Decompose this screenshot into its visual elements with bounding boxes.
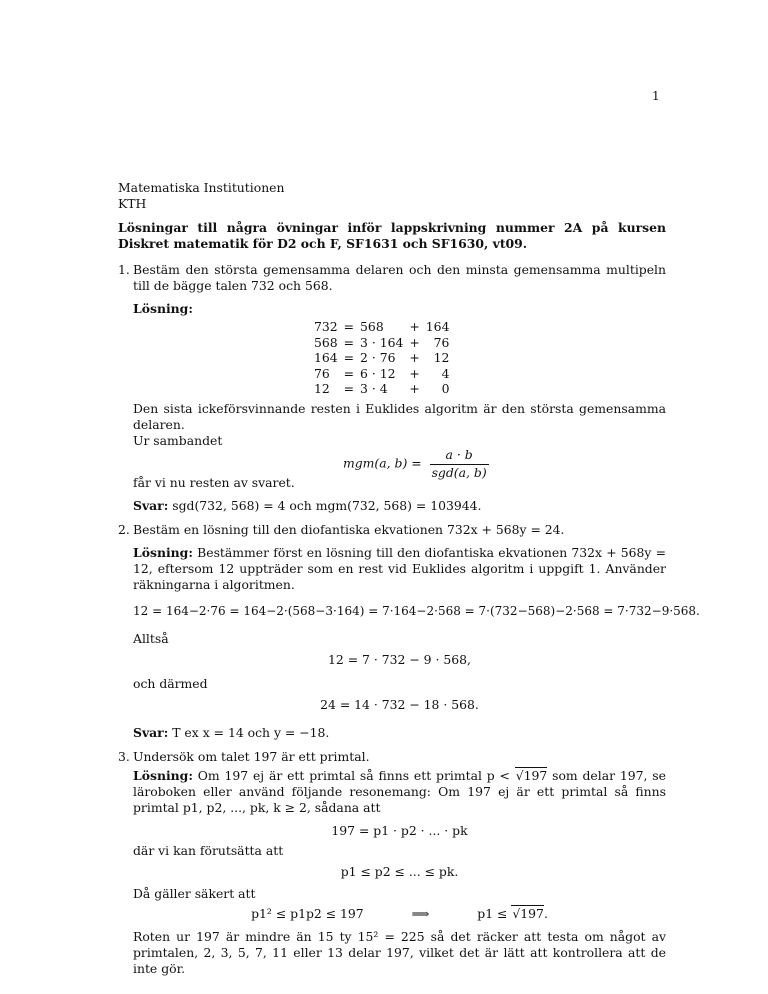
problem-number: 1. bbox=[118, 262, 130, 277]
euclid-cell: = bbox=[343, 319, 355, 335]
conclusion-text: Roten ur 197 är mindre än 15 ty 15² = 225 så det räcker att testa om något av primtalen, 2, 3, 5, 7, 11 eller 13 delar 197, vilket det är lätt att kontrollera att de inte gör. bbox=[133, 928, 666, 977]
connector-text: och därmed bbox=[133, 676, 208, 692]
problem-3 bbox=[118, 749, 666, 978]
connector-text: Alltså bbox=[133, 631, 169, 647]
document-title: Lösningar till några övningar inför lappskrivning nummer 2A på kursen Diskret matematik för D2 och F, SF1631 och SF1630, vt09. bbox=[118, 220, 666, 252]
euclid-cell: 732 bbox=[314, 319, 338, 335]
sqrt-value: 197 bbox=[523, 767, 548, 783]
answer-text: T ex x = 14 och y = −18. bbox=[172, 724, 330, 740]
solution-text: Den sista ickeförsvinnande resten i Euklides algoritm är den största gemensamma delaren. bbox=[133, 400, 666, 432]
equation: p1 ≤ p2 ≤ ... ≤ pk. bbox=[340, 863, 459, 879]
sqrt-expression: √197 bbox=[515, 767, 548, 783]
euclid-cell: 12 bbox=[433, 350, 450, 366]
inequality-right: p1 ≤ bbox=[477, 906, 508, 922]
euclid-cell: 4 bbox=[441, 365, 450, 381]
problem-number: 2. bbox=[118, 522, 130, 538]
fraction-denominator: sgd(a, b) bbox=[431, 464, 487, 480]
euclid-row bbox=[311, 335, 452, 351]
problem-question: Bestäm en lösning till den diofantiska ekvationen 732x + 568y = 24. bbox=[133, 522, 565, 538]
answer-label: Svar: bbox=[133, 724, 169, 740]
equation: 24 = 14 · 732 − 18 · 568. bbox=[320, 696, 479, 712]
euclid-cell: 12 bbox=[314, 381, 330, 397]
solution-label: Lösning: bbox=[133, 300, 193, 316]
euclid-cell: 3 · 164 bbox=[360, 334, 404, 350]
solution-text: där vi kan förutsätta att bbox=[133, 843, 284, 859]
euclid-cell: 568 bbox=[314, 334, 338, 350]
euclid-cell: + bbox=[409, 381, 420, 397]
equation-chain: 12 = 164−2·76 = 164−2·(568−3·164) = 7·164−2·568 = 7·(732−568)−2·568 = 7·732−9·568. bbox=[133, 603, 700, 618]
euclid-cell: 0 bbox=[441, 381, 450, 397]
solution-label: Lösning: bbox=[133, 544, 193, 560]
answer-label: Svar: bbox=[133, 497, 169, 513]
solution-text: får vi nu resten av svaret. bbox=[133, 475, 295, 491]
problem-2 bbox=[118, 522, 700, 741]
euclid-cell: 164 bbox=[425, 319, 450, 335]
equation: 12 = 7 · 732 − 9 · 568, bbox=[328, 651, 471, 667]
euclid-cell: = bbox=[343, 365, 355, 381]
euclid-cell: 76 bbox=[314, 365, 330, 381]
euclid-cell: = bbox=[343, 381, 355, 397]
solution-text: Då gäller säkert att bbox=[133, 885, 256, 901]
equation: 197 = p1 · p2 · ... · pk bbox=[331, 822, 468, 838]
euclid-row bbox=[311, 381, 452, 397]
euclid-cell: + bbox=[409, 319, 420, 335]
inequality bbox=[133, 906, 666, 922]
period: . bbox=[543, 906, 548, 922]
problem-question: Undersök om talet 197 är ett primtal. bbox=[133, 749, 370, 765]
euclid-cell: 3 · 4 bbox=[360, 381, 388, 397]
euclid-cell: 76 bbox=[433, 334, 450, 350]
answer-text: sgd(732, 568) = 4 och mgm(732, 568) = 103944. bbox=[172, 497, 482, 513]
euclid-row bbox=[311, 366, 452, 382]
page-number: 1 bbox=[652, 89, 660, 103]
inequality-left: p1² ≤ p1p2 ≤ 197 bbox=[251, 906, 364, 922]
euclid-row bbox=[311, 319, 452, 335]
problem-question: Bestäm den största gemensamma delaren och den minsta gemensamma multipeln till de bägge talen 732 och 568. bbox=[133, 262, 666, 294]
solution-text: Bestämmer först en lösning till den diofantiska ekvationen 732x + 568y = 12, eftersom 12 uppträder som en rest vid Euklides algoritm i uppgift 1. Använder räkningarna i algoritmen. bbox=[133, 544, 666, 593]
fraction bbox=[430, 447, 489, 481]
euclid-row bbox=[311, 350, 452, 366]
sqrt-value: 197 bbox=[520, 906, 544, 922]
euclid-cell: = bbox=[343, 334, 355, 350]
euclid-cell: + bbox=[409, 365, 420, 381]
euclid-table bbox=[311, 319, 452, 397]
solution-text: som delar 197, se läroboken eller använd följande resonemang: Om 197 ej är ett primtal så finns primtal p1, p2, ..., pk, k ≥ 2, sådana att bbox=[133, 767, 666, 816]
problem-list bbox=[118, 262, 700, 986]
formula-lhs: mgm(a, b) = bbox=[343, 455, 422, 471]
euclid-cell: = bbox=[343, 350, 355, 366]
formula-block bbox=[133, 433, 666, 480]
problem-1 bbox=[118, 262, 666, 514]
header-block bbox=[118, 180, 285, 213]
euclid-cell: 6 · 12 bbox=[360, 365, 396, 381]
solution-text: Om 197 ej är ett primtal så finns ett primtal p < bbox=[197, 767, 510, 783]
euclid-cell: 2 · 76 bbox=[360, 350, 396, 366]
lcm-formula bbox=[343, 447, 489, 481]
department-name: Matematiska Institutionen bbox=[118, 180, 285, 195]
euclid-cell: + bbox=[409, 350, 420, 366]
problem-number: 3. bbox=[118, 749, 130, 765]
euclid-cell: 164 bbox=[314, 350, 338, 366]
solution-label: Lösning: bbox=[133, 767, 193, 783]
sqrt-expression: √197 bbox=[512, 906, 544, 922]
euclid-cell: 568 bbox=[360, 319, 384, 335]
euclid-cell: + bbox=[409, 334, 420, 350]
fraction-numerator: a · b bbox=[430, 447, 489, 464]
formula-intro: Ur sambandet bbox=[133, 433, 223, 449]
school-name: KTH bbox=[118, 196, 147, 212]
implies-symbol: ⟹ bbox=[411, 906, 430, 922]
